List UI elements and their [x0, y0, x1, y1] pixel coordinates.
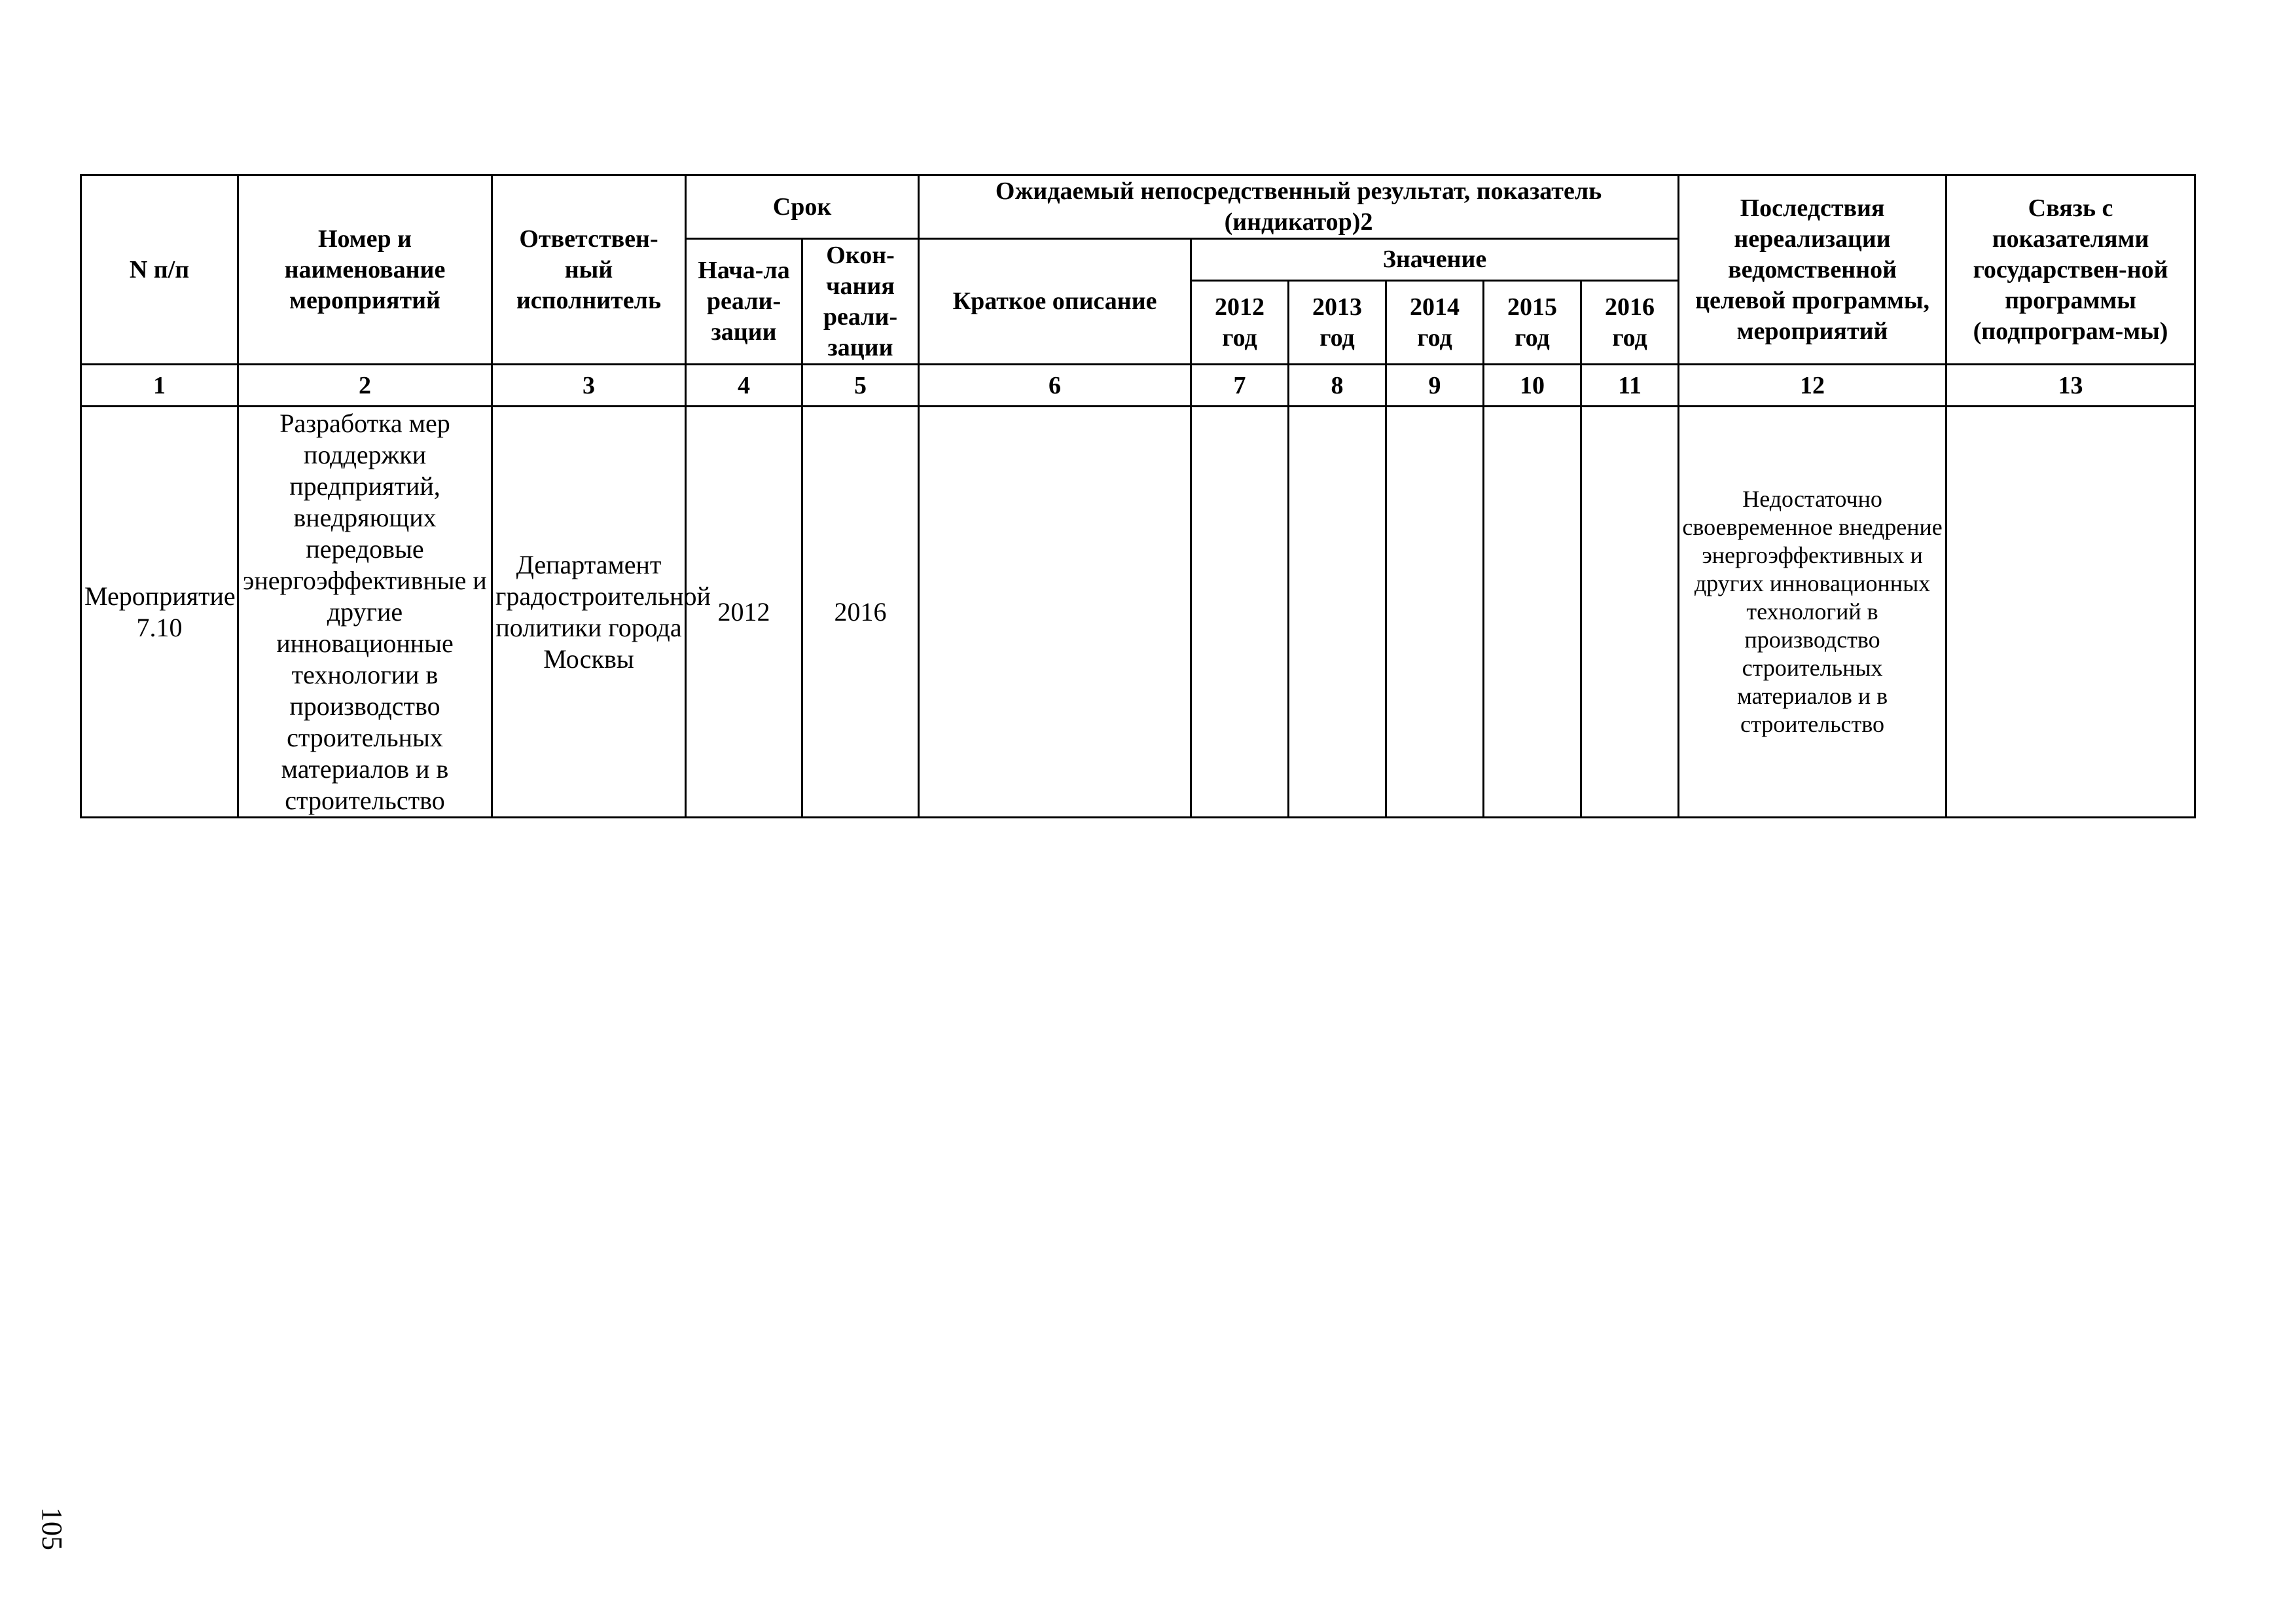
header-measures: Номер и наименование мероприятий	[238, 175, 492, 365]
header-expected-result: Ожидаемый непосредственный результат, показатель (индикатор)2	[919, 175, 1679, 239]
program-table	[80, 174, 2196, 818]
consequences-cell: Недостаточно своевременное внедрение энергоэффективных и других инновационных технологий в производство строительных материалов и в строительство	[1679, 407, 1946, 818]
header-executor: Ответствен-ный исполнитель	[492, 175, 686, 365]
column-number: 10	[1484, 365, 1581, 407]
column-number: 2	[238, 365, 492, 407]
header-term: Срок	[686, 175, 919, 239]
column-number: 12	[1679, 365, 1946, 407]
column-number: 6	[919, 365, 1191, 407]
header-link: Связь с показателями государствен-ной программы (подпрограм-мы)	[1946, 175, 2195, 365]
header-consequences: Последствия нереализации ведомственной целевой программы, мероприятий	[1679, 175, 1946, 365]
column-number: 3	[492, 365, 686, 407]
header-2015: 2015 год	[1484, 281, 1581, 365]
measure-name-cell: Разработка мер поддержки предприятий, внедряющих передовые энергоэффективные и другие инновационные технологии в производство строительных материалов и в строительство	[238, 407, 492, 818]
description-cell	[919, 407, 1191, 818]
column-number: 5	[802, 365, 919, 407]
page-number: 105	[36, 1507, 69, 1550]
column-number: 1	[81, 365, 238, 407]
column-number: 9	[1386, 365, 1484, 407]
value-2016-cell	[1581, 407, 1679, 818]
link-cell	[1946, 407, 2195, 818]
end-year-cell: 2016	[802, 407, 919, 818]
column-number: 7	[1191, 365, 1289, 407]
header-value: Значение	[1191, 239, 1679, 281]
header-end: Окон-чания реали-зации	[802, 239, 919, 365]
executor-cell: Департамент градостроительной политики города Москвы	[492, 407, 686, 818]
header-start: Нача-ла реали-зации	[686, 239, 802, 365]
column-number: 4	[686, 365, 802, 407]
header-2013: 2013 год	[1289, 281, 1386, 365]
value-2013-cell	[1289, 407, 1386, 818]
header-2016: 2016 год	[1581, 281, 1679, 365]
value-2015-cell	[1484, 407, 1581, 818]
header-description: Краткое описание	[919, 239, 1191, 365]
value-2012-cell	[1191, 407, 1289, 818]
header-number: N п/п	[81, 175, 238, 365]
column-number: 11	[1581, 365, 1679, 407]
header-2012: 2012 год	[1191, 281, 1289, 365]
table-row	[81, 407, 2195, 818]
start-year-cell: 2012	[686, 407, 802, 818]
row-number-cell: Мероприятие 7.10	[81, 407, 238, 818]
column-number: 8	[1289, 365, 1386, 407]
header-2014: 2014 год	[1386, 281, 1484, 365]
column-number: 13	[1946, 365, 2195, 407]
value-2014-cell	[1386, 407, 1484, 818]
